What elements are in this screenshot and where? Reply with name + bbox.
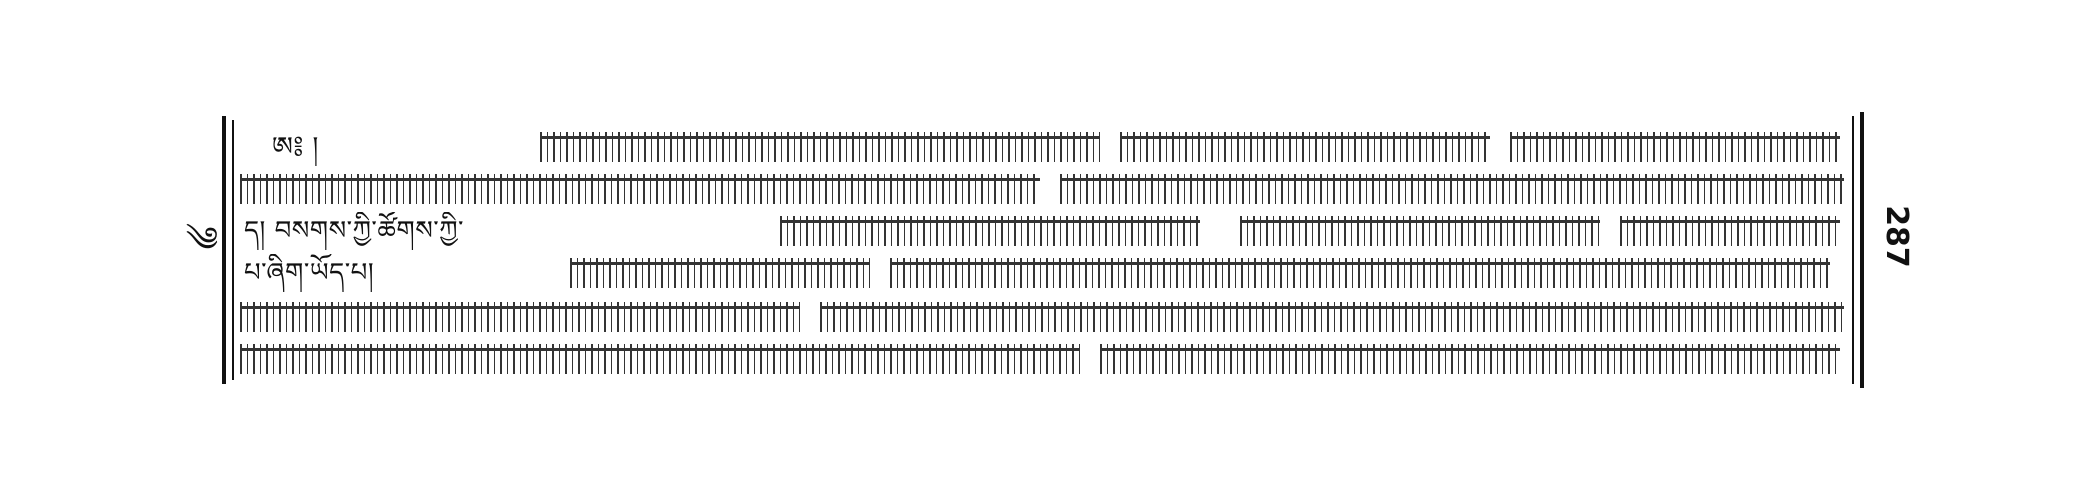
script-ink xyxy=(890,258,1830,288)
script-ink xyxy=(540,132,1100,162)
script-ink xyxy=(1240,216,1600,246)
page-number-text: 287 xyxy=(1878,204,1914,268)
manuscript-line-3 xyxy=(240,212,1846,250)
frame-left-border xyxy=(222,116,226,384)
manuscript-line-5 xyxy=(240,298,1846,336)
script-ink xyxy=(240,344,1080,374)
manuscript-line-6 xyxy=(240,340,1846,378)
script-ink xyxy=(1100,344,1840,374)
line-opening: ཨ༔ ། xyxy=(268,128,323,166)
manuscript-text xyxy=(240,128,1846,380)
script-ink xyxy=(1620,216,1840,246)
manuscript-line-2 xyxy=(240,170,1846,208)
script-ink xyxy=(1120,132,1490,162)
script-ink xyxy=(1060,174,1844,204)
frame-left-inner-border xyxy=(232,120,234,380)
script-ink xyxy=(570,258,870,288)
script-ink xyxy=(780,216,1200,246)
page-number xyxy=(1876,196,1916,276)
script-ink xyxy=(1510,132,1840,162)
frame-right-border xyxy=(1860,112,1864,388)
script-ink xyxy=(240,302,800,332)
line-opening: པ་ཞིག་ཡོད་པ། xyxy=(240,254,378,292)
script-ink xyxy=(820,302,1844,332)
text-frame xyxy=(222,112,1864,388)
line-opening: ད། བསགས་ཀྱི་ཚོགས་ཀྱི་ xyxy=(240,212,468,250)
frame-right-inner-border xyxy=(1852,116,1854,384)
manuscript-line-1 xyxy=(240,128,1846,166)
manuscript-line-4 xyxy=(240,254,1846,292)
margin-ornament: ༄ xyxy=(185,220,219,260)
script-ink xyxy=(240,174,1040,204)
